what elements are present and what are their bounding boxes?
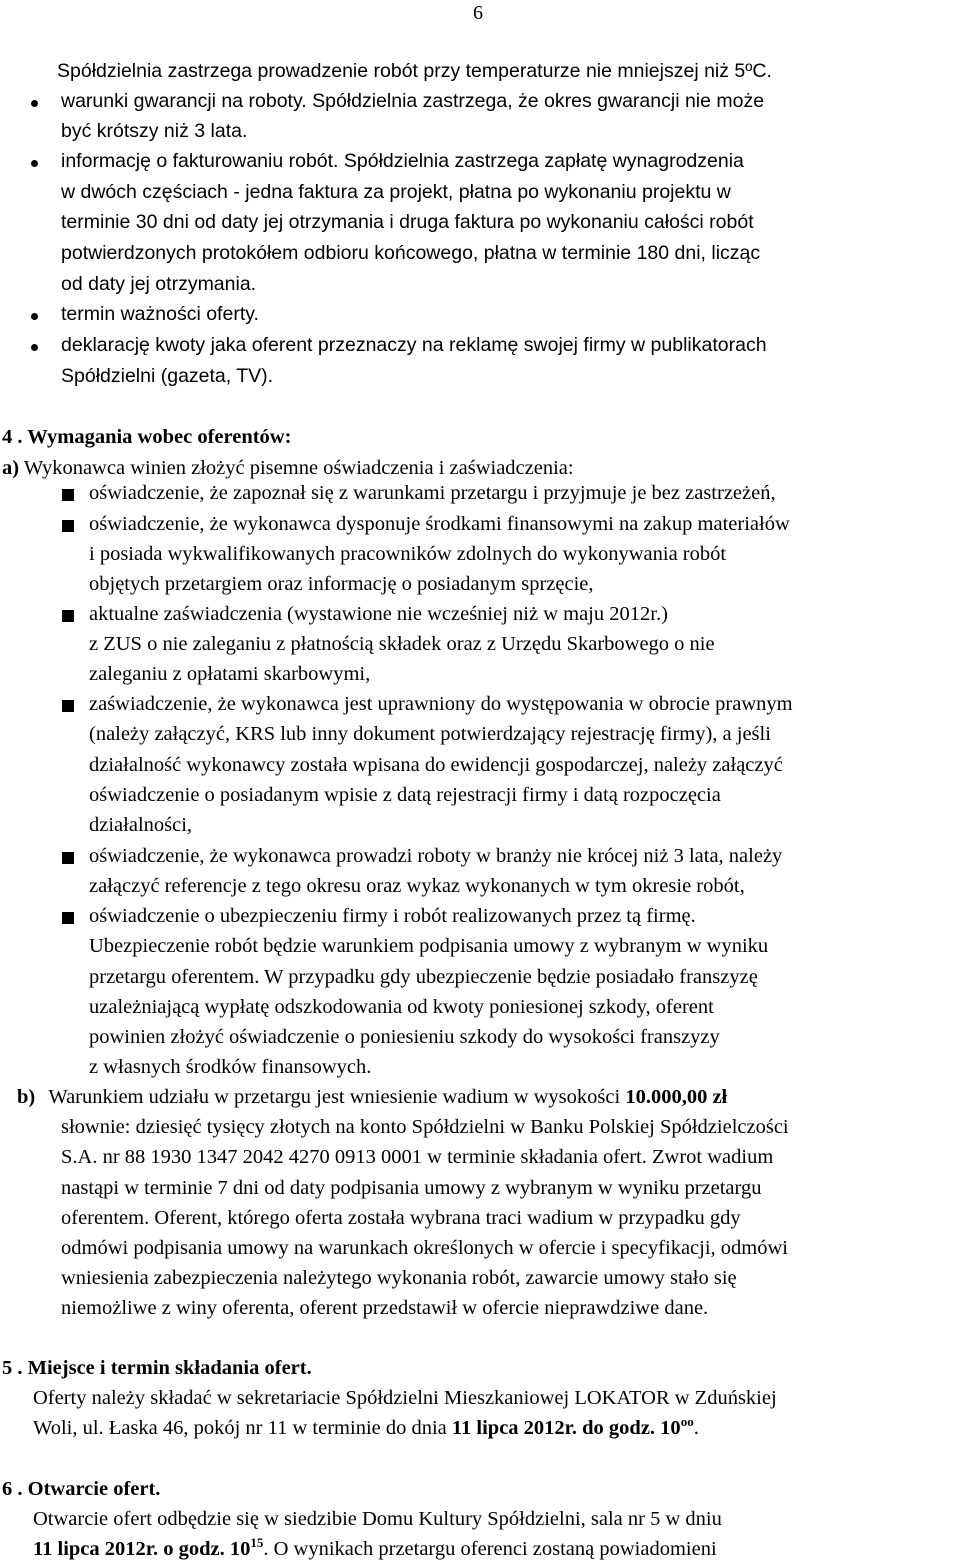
section-6-heading: 6 . Otwarcie ofert. [2, 1478, 161, 1500]
item-text-a: Wykonawca winien złożyć pisemne oświadczenia i zaświadczenia: [23, 457, 574, 479]
square-bullet [62, 489, 74, 501]
intro-line: deklarację kwoty jaka oferent przeznaczy na reklamę swojej firmy w publikatorach [61, 334, 767, 356]
requirement-line: załączyć referencje z tego okresu oraz wykaz wykonanych w tym okresie robót, [89, 875, 745, 897]
deadline-prefix: Woli, ul. Łaska 46, pokój nr 11 w terminie do dnia [33, 1417, 447, 1439]
opening-suffix: . O wynikach przetargu oferenci zostaną powiadomieni [263, 1538, 717, 1560]
intro-line: być krótszy niż 3 lata. [61, 120, 248, 142]
wadium-line: oferentem. Oferent, którego oferta została wybrana traci wadium w przypadku gdy [61, 1207, 741, 1229]
square-bullet [62, 610, 74, 622]
wadium-line: niemożliwe z winy oferenta, oferent przedstawił w ofercie nieprawdziwe dane. [61, 1297, 709, 1319]
wadium-amount: 10.000,00 zł [625, 1086, 728, 1108]
requirement-line: działalność wykonawcy została wpisana do ewidencji gospodarczej, należy załączyć [89, 754, 783, 776]
opening-date: 11 lipca 2012r. [33, 1538, 159, 1560]
deadline-time: do godz. $10^{oo}$ [582, 1414, 694, 1439]
requirement-line: oświadczenie, że wykonawca prowadzi roboty w branży nie krócej niż 3 lata, należy [89, 845, 783, 867]
intro-line: terminie 30 dni od daty jej otrzymania i druga faktura po wykonaniu całości robót [61, 211, 754, 233]
intro-line: Spółdzielnia zastrzega prowadzenie robót przy temperaturze nie mniejszej niż 5ºC. [57, 60, 772, 82]
square-bullet [62, 520, 74, 532]
requirement-line: oświadczenie o ubezpieczeniu firmy i robót realizowanych przez tą firmę. [89, 905, 696, 927]
intro-line: informację o fakturowaniu robót. Spółdzielnia zastrzega zapłatę wynagrodzenia [61, 150, 744, 172]
section-5-line: Oferty należy składać w sekretariacie Spółdzielni Mieszkaniowej LOKATOR w Zduńskiej [33, 1387, 777, 1409]
bullet-dot [31, 344, 38, 351]
item-label-a: a) [2, 457, 20, 479]
intro-line: termin ważności oferty. [61, 303, 259, 325]
requirement-line: objętych przetargiem oraz informację o posiadanym sprzęcie, [89, 573, 594, 595]
requirement-line: powinien złożyć oświadczenie o poniesieniu szkody do wysokości franszyzy [89, 1026, 720, 1048]
item-text-b: Warunkiem udziału w przetargu jest wniesienie wadium w wysokości [48, 1086, 621, 1108]
requirement-line: zaleganiu z opłatami skarbowymi, [89, 663, 371, 685]
requirement-line: przetargu oferentem. W przypadku gdy ubezpieczenie będzie posiadało franszyzę [89, 966, 758, 988]
wadium-line: odmówi podpisania umowy na warunkach określonych w ofercie i specyfikacji, odmówi [61, 1237, 788, 1259]
deadline-date: 11 lipca 2012r. [451, 1417, 578, 1439]
requirement-line: uzależniającą wypłatę odszkodowania od kwoty poniesionej szkody, oferent [89, 996, 714, 1018]
requirement-line: z ZUS o nie zaleganiu z płatnością składek oraz z Urzędu Skarbowego o nie [89, 633, 715, 655]
square-bullet [62, 700, 74, 712]
item-label-b: b) [17, 1086, 36, 1108]
section-4a-intro [2, 457, 574, 480]
bullet-dot [31, 313, 38, 320]
wadium-line: słownie: dziesięć tysięcy złotych na konto Spółdzielni w Banku Polskiej Spółdzielczości [61, 1116, 789, 1138]
deadline-suffix: . [693, 1417, 699, 1439]
requirement-line: (należy załączyć, KRS lub inny dokument potwierdzający rejestrację firmy), a jeśli [89, 723, 771, 745]
square-bullet [62, 852, 74, 864]
requirement-line: oświadczenie, że wykonawca dysponuje środkami finansowymi na zakup materiałów [89, 513, 790, 535]
intro-line: potwierdzonych protokółem odbioru końcowego, płatna w terminie 180 dni, licząc [61, 242, 761, 264]
section-5-heading: 5 . Miejsce i termin składania ofert. [2, 1357, 312, 1379]
wadium-line: S.A. nr 88 1930 1347 2042 4270 0913 0001 w terminie składania ofert. Zwrot wadium [61, 1146, 774, 1168]
requirement-line: działalności, [89, 814, 193, 836]
section-6-opening-line [33, 1535, 717, 1561]
wadium-line: nastąpi w terminie 7 dni od daty podpisania umowy z wybranym w wyniku przetargu [61, 1177, 762, 1199]
page-number: 6 [473, 2, 483, 24]
requirement-line: aktualne zaświadczenia (wystawione nie wcześniej niż w maju 2012r.) [89, 603, 668, 625]
square-bullet [62, 912, 74, 924]
requirement-line: oświadczenie o posiadanym wpisie z datą rejestracji firmy i datą rozpoczęcia [89, 784, 721, 806]
requirement-line: oświadczenie, że zapoznał się z warunkami przetargu i przyjmuje je bez zastrzeżeń, [89, 482, 776, 504]
bullet-dot [31, 100, 38, 107]
section-5-deadline-line [33, 1414, 699, 1440]
requirement-line: Ubezpieczenie robót będzie warunkiem podpisania umowy z wybranym w wyniku [89, 935, 769, 957]
section-4b-first-line [17, 1086, 727, 1109]
section-4-heading: 4 . Wymagania wobec oferentów: [2, 426, 292, 448]
intro-line: od daty jej otrzymania. [61, 273, 257, 295]
bullet-dot [31, 160, 38, 167]
intro-line: warunki gwarancji na roboty. Spółdzielnia zastrzega, że okres gwarancji nie może [61, 90, 765, 112]
section-6-line: Otwarcie ofert odbędzie się w siedzibie Domu Kultury Spółdzielni, sala nr 5 w dniu [33, 1508, 722, 1530]
wadium-line: wniesienia zabezpieczenia należytego wykonania robót, zawarcie umowy stało się [61, 1267, 737, 1289]
requirement-line: z własnych środków finansowych. [89, 1056, 372, 1078]
opening-time: o godz. $10^{15}$ [163, 1535, 264, 1560]
intro-line: Spółdzielni (gazeta, TV). [61, 365, 274, 387]
intro-line: w dwóch częściach - jedna faktura za projekt, płatna po wykonaniu projektu w [61, 181, 731, 203]
requirement-line: zaświadczenie, że wykonawca jest uprawniony do występowania w obrocie prawnym [89, 693, 793, 715]
requirement-line: i posiada wykwalifikowanych pracowników zdolnych do wykonywania robót [89, 543, 727, 565]
